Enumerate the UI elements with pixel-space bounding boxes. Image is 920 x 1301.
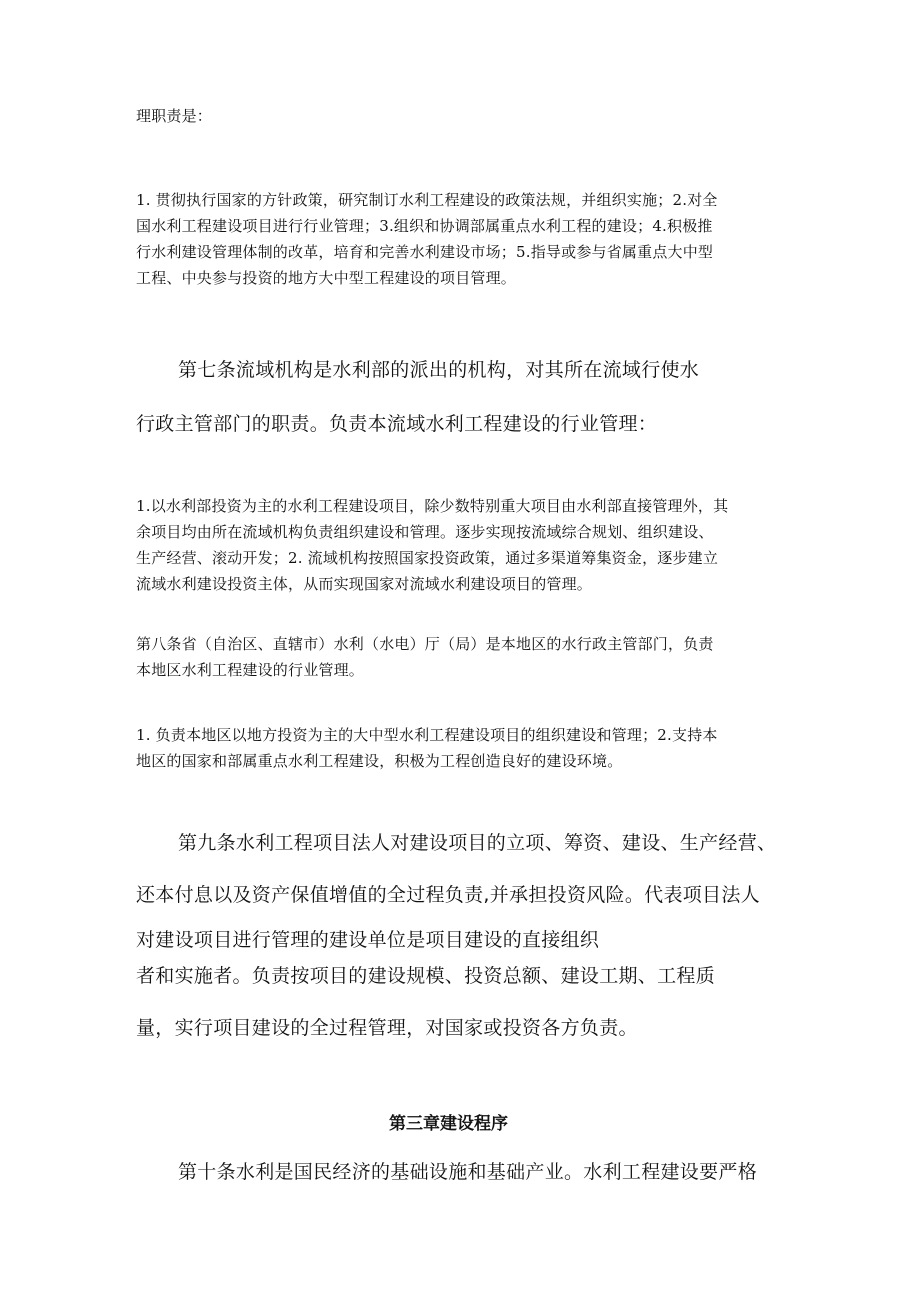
paragraph-line: 行水利建设管理体制的改革，培育和完善水利建设市场；5.指导或参与省属重点大中型 (136, 243, 714, 261)
paragraph-line: 流域水利建设投资主体，从而实现国家对流域水利建设项目的管理。 (136, 575, 593, 593)
article-9-line-1: 第九条水利工程项目法人对建设项目的立项、筹资、建设、生产经营、 (178, 832, 777, 854)
paragraph-line: 1. 负责本地区以地方投资为主的大中型水利工程建设项目的组织建设和管理；2.支持本 (136, 726, 718, 744)
article-10-line-1: 第十条水利是国民经济的基础设施和基础产业。水利工程建设要严格 (178, 1161, 758, 1183)
paragraph-line: 理职责是： (136, 107, 213, 125)
article-9-line-5: 量，实行项目建设的全过程管理，对国家或投资各方负责。 (136, 1017, 638, 1039)
article-9-line-3: 对建设项目进行管理的建设单位是项目建设的直接组织 (136, 929, 600, 951)
paragraph-line: 地区的国家和部属重点水利工程建设，积极为工程创造良好的建设环境。 (136, 752, 623, 770)
paragraph-line: 生产经营、滚动开发；2. 流域机构按照国家投资政策，通过多渠道筹集资金，逐步建立 (136, 549, 719, 567)
article-8-line-1: 第八条省（自治区、直辖市）水利（水电）厅（局）是本地区的水行政主管部门，负责 (136, 635, 714, 653)
paragraph-line: 余项目均由所在流域机构负责组织建设和管理。逐步实现按流域综合规划、组织建设、 (136, 523, 714, 541)
article-7-line-1: 第七条流域机构是水利部的派出的机构，对其所在流域行使水 (178, 359, 700, 381)
article-7-line-2: 行政主管部门的职责。负责本流域水利工程建设的行业管理： (136, 413, 658, 435)
paragraph-line: 1. 贯彻执行国家的方针政策，研究制订水利工程建设的政策法规，并组织实施；2.对全 (136, 191, 718, 209)
chapter-heading: 第三章建设程序 (389, 1114, 508, 1134)
paragraph-line: 1.以水利部投资为主的水利工程建设项目，除少数特别重大项目由水利部直接管理外，其 (136, 497, 729, 515)
article-9-line-2: 还本付息以及资产保值增值的全过程负责,并承担投资风险。代表项目法人 (136, 884, 760, 906)
article-8-line-2: 本地区水利工程建设的行业管理。 (136, 661, 365, 679)
article-9-line-4: 者和实施者。负责按项目的建设规模、投资总额、建设工期、工程质 (136, 965, 716, 987)
paragraph-line: 工程、中央参与投资的地方大中型工程建设的项目管理。 (136, 269, 517, 287)
paragraph-line: 国水利工程建设项目进行行业管理；3.组织和协调部属重点水利工程的建设；4.积极推 (136, 217, 713, 235)
